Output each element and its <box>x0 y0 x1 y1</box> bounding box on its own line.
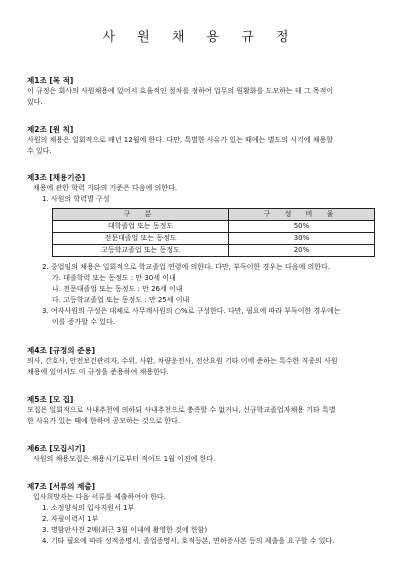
article-3-line-1: 채용에 관한 학력 기타의 기준은 다음에 의한다. <box>33 184 178 192</box>
table-row <box>53 245 375 257</box>
table-cell-ratio: 50% <box>229 221 375 233</box>
article-3-clause-3: 3. 여자사원의 구성은 대체로 사무계사원의 ○%로 구성한다. 다만, 필요에 따라 부득이한 경우에는 <box>42 307 341 315</box>
table-cell-ratio: 30% <box>229 233 375 245</box>
article-2-line-2: 수 있다. <box>27 147 52 155</box>
article-7-item-3: 3. 명함판사진 2매(최근 3월 이내에 촬영한 것에 한함) <box>42 526 208 534</box>
article-4-line-2: 채용에 있어서도 이 규정을 준용하여 채용한다. <box>27 368 169 376</box>
article-3-line-2: 1. 사원의 학력별 구성 <box>42 195 110 203</box>
table-header-ratio: 구 성 비 율 <box>229 209 375 221</box>
article-3-item-ga: 가. 대졸학력 또는 동정도 : 만 30세 이내 <box>52 274 176 282</box>
article-6-heading: 제6조 [모집시기] <box>27 444 86 453</box>
article-3-item-da: 다. 고등학교졸업 또는 동정도 : 만 25세 이내 <box>52 296 190 304</box>
table-cell-category: 전문대졸업 또는 동정도 <box>53 233 229 245</box>
education-ratio-table <box>52 208 375 257</box>
table-header-category: 구 분 <box>53 209 229 221</box>
article-2-heading: 제2조 [원 칙] <box>27 125 74 134</box>
article-7-heading: 제7조 [서류의 제출] <box>27 482 96 491</box>
article-4-heading: 제4조 [규정의 준용] <box>27 346 96 355</box>
article-7-item-2: 2. 자필이력서 1부 <box>42 515 99 523</box>
article-3-item-na: 나. 전문대졸업 또는 동정도 : 만 26세 이내 <box>52 285 183 293</box>
table-cell-category: 고등학교졸업 또는 동정도 <box>53 245 229 257</box>
table-cell-category: 대학졸업 또는 동정도 <box>53 221 229 233</box>
document-title: 사 원 채 용 규 정 <box>102 30 298 45</box>
article-5-heading: 제5조 [모 집] <box>27 395 74 404</box>
article-7-item-1: 1. 소정양식의 입사지원서 1부 <box>42 504 135 512</box>
article-7-line-1: 입사희망자는 다음 서류를 제출하여야 한다. <box>33 493 166 501</box>
article-4-line-1: 의사, 간호사, 안전보건관리자, 수위, 사환, 차량운전사, 전산요원 기타 이에 준하는 특수한 직종의 사원 <box>27 357 338 365</box>
article-1-heading: 제1조 [목 적] <box>27 76 74 85</box>
article-2-line-1: 사원의 채용은 일회적으로 매년 12월에 한다. 다만, 특별한 사유가 있는 때에는 별도의 시기에 채용할 <box>27 136 334 144</box>
table-header-row <box>53 209 375 221</box>
article-3-clause-2: 2. 중업임의 채용은 일회적으로 학교졸업 연령에 의한다. 다만, 부득이한 경우는 다음에 의한다. <box>42 263 331 271</box>
article-1-line-2: 있다. <box>27 98 43 106</box>
table-row <box>53 233 375 245</box>
article-5-line-1: 모집은 일회적으로 사내추천에 의하되 사내추천으로 충족할 수 없거나, 신규학교졸업자채용 기타 특별 <box>27 406 336 414</box>
table-row <box>53 221 375 233</box>
table-cell-ratio: 20% <box>229 245 375 257</box>
article-7-item-4: 4. 기타 필요에 따라 성적증명서, 졸업증명서, 호적등본, 면허증사본 등의 제출을 요구할 수 있다. <box>42 537 335 545</box>
article-3-clause-3-cont: 이를 증가할 수 있다. <box>52 318 115 326</box>
article-1-line-1: 이 규정은 회사의 사원채용에 있어서 효율적인 절차를 정하여 업무의 원활화를 도모하는 데 그 목적이 <box>27 87 334 95</box>
article-6-line-1: 사원의 채용모집은 채용시기로부터 적어도 1월 이전에 한다. <box>33 455 216 463</box>
article-5-line-2: 한 사유가 있는 때에 한하여 공모하는 것으로 한다. <box>27 417 181 425</box>
article-3-heading: 제3조 [채용기준] <box>27 173 86 182</box>
